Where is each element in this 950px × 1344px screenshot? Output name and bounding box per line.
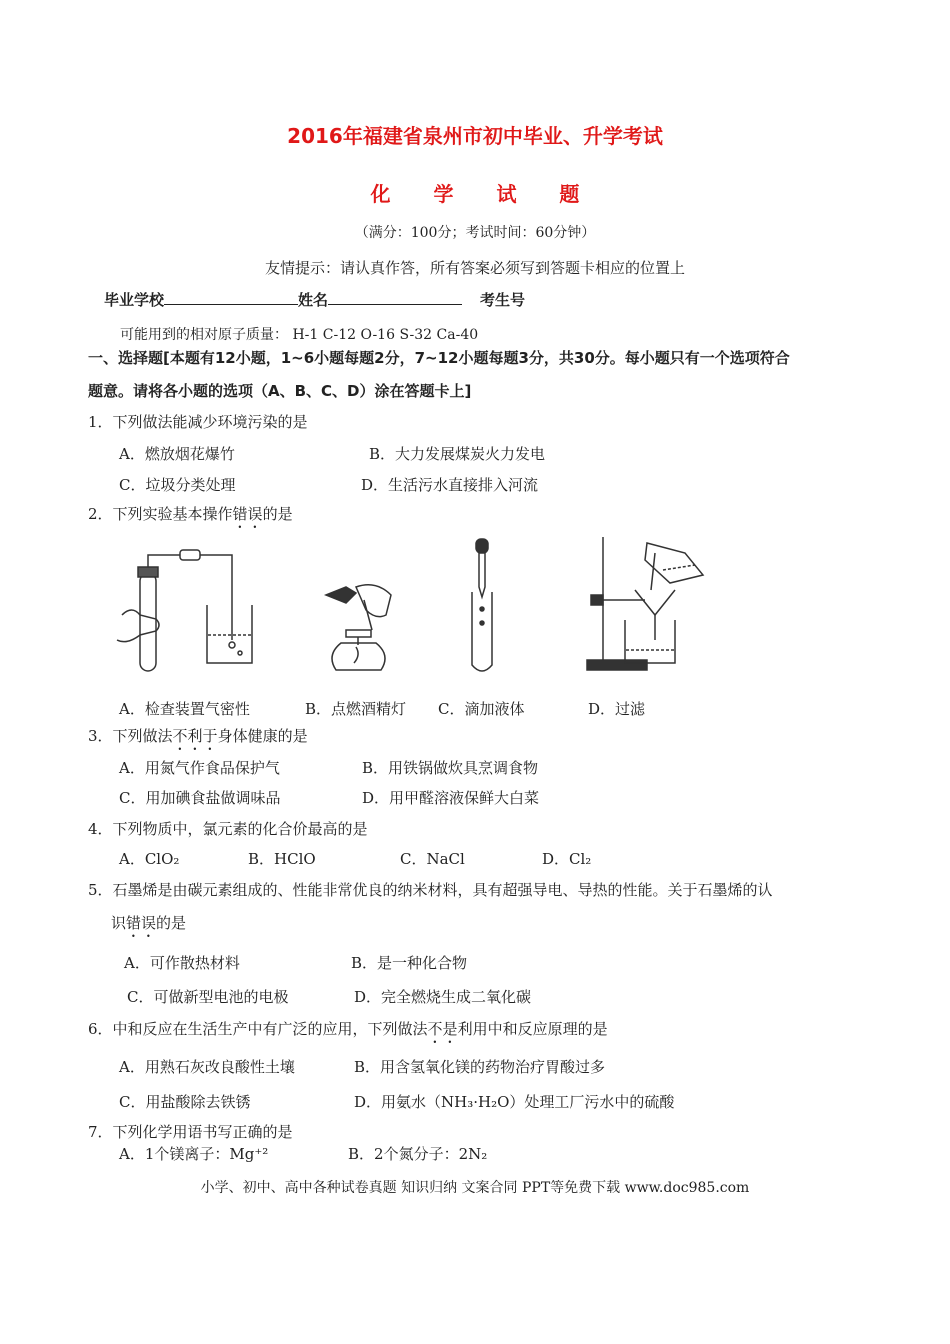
q5-stem-pre: 识 xyxy=(111,914,127,932)
exam-info: （满分：100分；考试时间：60分钟） xyxy=(354,225,596,241)
school-blank xyxy=(164,290,298,305)
q6-option-a: A．用熟石灰改良酸性土壤 xyxy=(119,1058,295,1076)
footer-note: 小学、初中、高中各种试卷真题 知识归纳 文案合同 PPT等免费下载 www.doc985.com xyxy=(200,1180,750,1196)
school-label: 毕业学校 xyxy=(104,291,165,309)
beaker xyxy=(207,605,252,663)
q7-option-a: A．1个镁离子：Mg⁺² xyxy=(119,1145,269,1163)
q5-stem-line1: 5．石墨烯是由碳元素组成的、性能非常优良的纳米材料，具有超强导电、导热的性能。关于石墨烯的认 xyxy=(88,881,773,899)
airtightness-check-figure xyxy=(112,545,262,675)
q3-stem-post: 身体健康的是 xyxy=(217,727,308,745)
q2-option-c: C．滴加液体 xyxy=(438,700,525,718)
exam-no-label: 考生号 xyxy=(480,291,526,309)
name-label: 姓名 xyxy=(298,291,329,309)
q3-option-a: A．用氮气作食品保护气 xyxy=(119,759,280,777)
q1-option-d: D．生活污水直接排入河流 xyxy=(361,476,539,494)
q4-option-d: D．Cl₂ xyxy=(542,850,592,868)
name-blank xyxy=(328,290,462,305)
alcohol-lamp-figure xyxy=(316,575,396,675)
q4-option-c: C．NaCl xyxy=(400,850,465,868)
test-tube xyxy=(140,573,156,671)
q5-stem-line2 xyxy=(111,912,186,941)
q2-stem-pre: 2．下列实验基本操作 xyxy=(88,505,233,523)
q1-option-c: C．垃圾分类处理 xyxy=(119,476,236,494)
dropping-liquid-figure xyxy=(462,537,502,677)
q5-stem-post: 的是 xyxy=(156,914,187,932)
receiving-beaker xyxy=(625,620,675,663)
subject-title: 化 学 试 题 xyxy=(370,182,598,206)
q3-stem xyxy=(88,725,308,754)
q4-option-a: A．ClO₂ xyxy=(119,850,180,868)
q5-option-b: B．是一种化合物 xyxy=(351,954,468,972)
section1-instruction-line1: 一、选择题[本题有12小题，1~6小题每题2分，7~12小题每题3分，共30分。每小题只有一个选项符合 xyxy=(88,349,790,367)
q4-option-b: B．HClO xyxy=(248,850,316,868)
q1-option-b: B．大力发展煤炭火力发电 xyxy=(369,445,546,463)
q2-stem-emphasis: 错误 xyxy=(232,505,263,523)
student-info-row xyxy=(104,289,525,310)
q1-stem: 1．下列做法能减少环境污染的是 xyxy=(88,413,308,431)
q6-stem-emphasis: 不是 xyxy=(427,1020,458,1038)
q3-stem-emphasis: 不利于 xyxy=(172,727,218,745)
exam-title: 2016年福建省泉州市初中毕业、升学考试 xyxy=(287,124,663,148)
q6-stem-post: 利用中和反应原理的是 xyxy=(457,1020,608,1038)
filtration-figure xyxy=(585,535,705,675)
q4-stem: 4．下列物质中，氯元素的化合价最高的是 xyxy=(88,820,368,838)
q2-option-a: A．检查装置气密性 xyxy=(119,700,250,718)
q5-option-c: C．可做新型电池的电极 xyxy=(127,988,289,1006)
atomic-masses: 可能用到的相对原子质量： H-1 C-12 O-16 S-32 Ca-40 xyxy=(120,327,479,343)
q2-stem xyxy=(88,503,293,532)
q3-stem-pre: 3．下列做法 xyxy=(88,727,173,745)
section1-instruction-line2: 题意。请将各小题的选项（A、B、C、D）涂在答题卡上] xyxy=(88,382,472,400)
q5-option-a: A．可作散热材料 xyxy=(124,954,240,972)
q2-option-d: D．过滤 xyxy=(588,700,646,718)
q6-option-d: D．用氨水（NH₃·H₂O）处理工厂污水中的硫酸 xyxy=(354,1093,675,1111)
friendly-tip: 友情提示：请认真作答，所有答案必须写到答题卡相应的位置上 xyxy=(264,259,685,277)
q3-option-c: C．用加碘食盐做调味品 xyxy=(119,789,281,807)
q3-option-b: B．用铁锅做炊具烹调食物 xyxy=(362,759,539,777)
q6-option-b: B．用含氢氧化镁的药物治疗胃酸过多 xyxy=(354,1058,606,1076)
q7-stem: 7．下列化学用语书写正确的是 xyxy=(88,1123,293,1141)
q6-stem-pre: 6．中和反应在生活生产中有广泛的应用，下列做法 xyxy=(88,1020,428,1038)
q2-stem-post: 的是 xyxy=(262,505,293,523)
q1-option-a: A．燃放烟花爆竹 xyxy=(119,445,235,463)
q5-stem-emphasis: 错误 xyxy=(126,914,157,932)
q7-option-b: B．2个氮分子：2N₂ xyxy=(348,1145,488,1163)
q2-option-b: B．点燃酒精灯 xyxy=(305,700,407,718)
q6-option-c: C．用盐酸除去铁锈 xyxy=(119,1093,251,1111)
q3-option-d: D．用甲醛溶液保鲜大白菜 xyxy=(362,789,540,807)
q6-stem xyxy=(88,1018,608,1047)
q5-option-d: D．完全燃烧生成二氧化碳 xyxy=(354,988,532,1006)
